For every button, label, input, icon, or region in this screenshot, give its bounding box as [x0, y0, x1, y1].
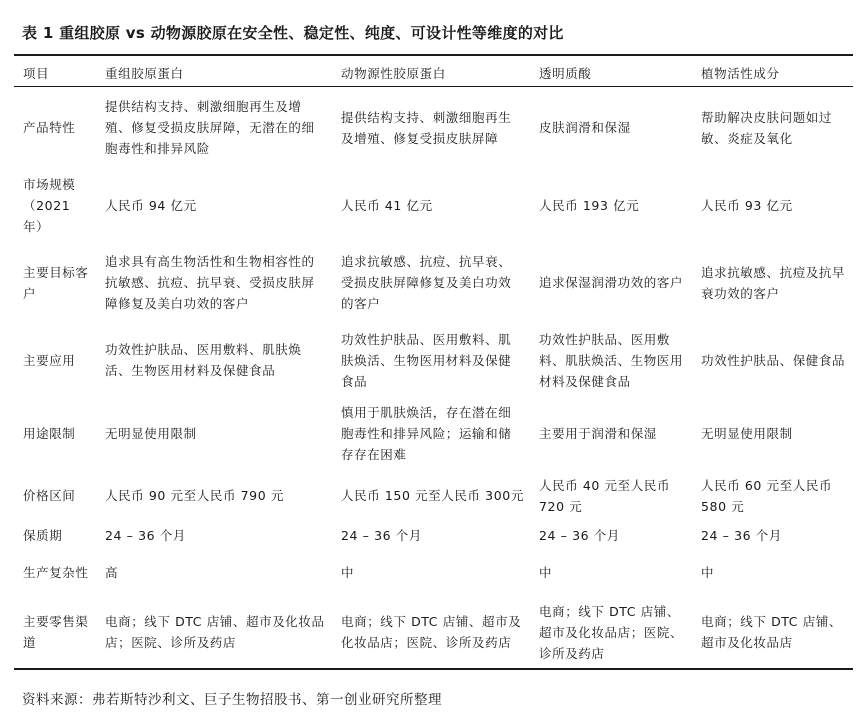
header-row [14, 60, 853, 87]
table-cell: 高 [105, 565, 119, 580]
table-cell: 功效性护肤品、保健食品 [701, 352, 846, 368]
table-cell: 电商；线下 DTC 店铺、超市及化妆品店；医院、诊所及药店 [341, 614, 522, 650]
table-cell: 功效性护肤品、医用敷料、肌肤焕活、生物医用材料及保健食品 [341, 331, 512, 389]
table-row [14, 470, 853, 522]
title-rule [14, 54, 853, 56]
row-label: 市场规模（2021年） [23, 177, 76, 234]
table-row [14, 87, 853, 169]
table-cell: 人民币 41 亿元 [341, 198, 433, 213]
row-label: 主要目标客户 [23, 264, 89, 301]
table-row [14, 398, 853, 470]
row-label: 价格区间 [23, 488, 76, 503]
table-cell: 人民币 193 亿元 [539, 198, 640, 213]
table-row [14, 522, 853, 549]
row-label: 生产复杂性 [23, 565, 89, 580]
table-cell: 追求抗敏感、抗痘及抗早衰功效的客户 [701, 264, 846, 301]
table-cell: 功效性护肤品、医用敷料、肌肤焕活、生物医用材料及保健食品 [105, 342, 302, 378]
header-cell-hyaluronic-acid: 透明质酸 [539, 65, 592, 81]
table-cell: 追求保湿润滑功效的客户 [539, 275, 684, 290]
table-cell: 电商；线下 DTC 店铺、超市及化妆品店 [701, 614, 843, 650]
table-cell: 24 – 36 个月 [341, 527, 422, 543]
table-cell: 电商；线下 DTC 店铺、超市及化妆品店；医院、诊所及药店 [105, 614, 325, 650]
table-cell: 无明显使用限制 [701, 426, 793, 441]
table-row [14, 549, 853, 597]
table-cell: 追求抗敏感、抗痘、抗早衰、受损皮肤屏障修复及美白功效的客户 [341, 254, 512, 311]
table-cell: 提供结构支持、刺激细胞再生及增殖、修复受损皮肤屏障 [341, 109, 512, 146]
table-cell: 人民币 60 元至人民币580 元 [701, 477, 833, 514]
table-row [14, 323, 853, 398]
table-row [14, 597, 853, 669]
table-cell: 皮肤润滑和保湿 [539, 120, 631, 136]
comparison-table [14, 60, 853, 670]
table-cell: 24 – 36 个月 [701, 527, 782, 543]
table-cell: 提供结构支持、刺激细胞再生及增殖、修复受损皮肤屏障，无潜在的细胞毒性和排异风险 [105, 99, 315, 157]
row-label: 保质期 [23, 527, 63, 543]
table-cell: 功效性护肤品、医用敷料、肌肤焕活、生物医用材料及保健食品 [539, 331, 684, 389]
table-cell: 中 [539, 565, 553, 580]
table-cell: 慎用于肌肤焕活，存在潜在细胞毒性和排异风险；运输和储存存在困难 [341, 405, 512, 462]
table-cell: 追求具有高生物活性和生物相容性的抗敏感、抗痘、抗早衰、受损皮肤屏障修复及美白功效的客户 [105, 254, 315, 311]
row-label: 主要应用 [23, 352, 76, 368]
table-cell: 24 – 36 个月 [539, 527, 620, 543]
row-label: 产品特性 [23, 120, 76, 136]
table-cell: 中 [701, 565, 715, 580]
table-cell: 电商；线下 DTC 店铺、超市及化妆品店；医院、诊所及药店 [539, 603, 684, 661]
table-cell: 帮助解决皮肤问题如过敏、炎症及氧化 [701, 109, 833, 146]
table-cell: 人民币 90 元至人民币 790 元 [105, 488, 284, 503]
source-note: 资料来源：弗若斯特沙利文、巨子生物招股书、第一创业研究所整理 [22, 692, 442, 708]
header-cell-plant-actives: 植物活性成分 [701, 65, 780, 81]
table-row [14, 243, 853, 323]
table-cell: 人民币 150 元至人民币 300元 [341, 488, 524, 503]
table-cell: 人民币 93 亿元 [701, 198, 793, 213]
row-label: 主要零售渠道 [23, 614, 89, 650]
table-title: 表 1 重组胶原 vs 动物源胶原在安全性、稳定性、纯度、可设计性等维度的对比 [22, 24, 564, 42]
table-cell: 人民币 94 亿元 [105, 198, 197, 213]
table-cell: 无明显使用限制 [105, 426, 197, 441]
table-cell: 主要用于润滑和保湿 [539, 426, 657, 441]
table-cell: 人民币 40 元至人民币720 元 [539, 477, 671, 514]
header-cell-item: 项目 [23, 65, 50, 81]
row-label: 用途限制 [23, 426, 76, 441]
header-cell-animal-collagen: 动物源性胶原蛋白 [341, 65, 446, 81]
table-cell: 中 [341, 565, 355, 580]
table-cell: 24 – 36 个月 [105, 527, 186, 543]
table-row [14, 169, 853, 243]
header-cell-recombinant-collagen: 重组胶原蛋白 [105, 65, 184, 81]
